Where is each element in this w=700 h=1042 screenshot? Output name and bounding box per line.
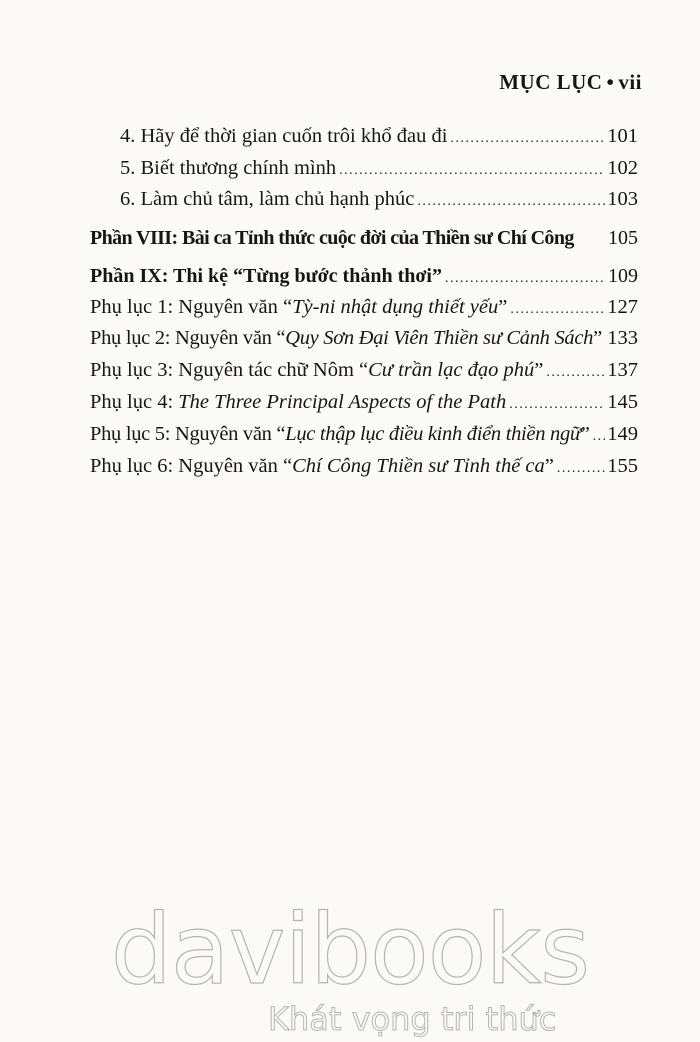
toc-entry-suffix: ” — [580, 423, 590, 445]
toc-leader-dots — [546, 360, 605, 386]
toc-appendix-entry — [90, 453, 638, 482]
toc-leader-dots — [339, 158, 605, 184]
toc-entry-suffix: ” — [498, 296, 508, 318]
toc-appendix-entry — [90, 421, 638, 450]
toc-entry-italic-title: Lục thập lục điều kinh điển thiền ngữ — [285, 423, 581, 445]
toc-appendix-entry — [90, 357, 638, 386]
toc-entry-page: 149 — [607, 423, 638, 445]
toc-entry — [120, 186, 638, 215]
toc-entry — [120, 155, 638, 184]
toc-leader-dots — [510, 297, 605, 323]
toc-entry-title: 4. Hãy để thời gian cuốn trôi khổ đau đi — [120, 125, 448, 147]
toc-entry-title: 6. Làm chủ tâm, làm chủ hạnh phúc — [120, 188, 415, 210]
toc-entry-title: Phần VIII: Bài ca Tỉnh thức cuộc đời của Thiền sư Chí Công — [90, 227, 574, 249]
toc-entry-title: Phần IX: Thi kệ “Từng bước thảnh thơi” — [90, 265, 442, 287]
toc-entry-title — [90, 357, 543, 383]
toc-entry-page: 155 — [607, 455, 638, 477]
toc-entry-italic-title: The Three Principal Aspects of the Path — [178, 391, 507, 413]
toc-entry-title — [90, 325, 602, 351]
toc-entry-title — [90, 389, 506, 415]
toc-leader-dots — [509, 392, 605, 418]
running-header — [499, 70, 642, 95]
toc-entry-title: 5. Biết thương chính mình — [120, 157, 337, 179]
toc-entry-page: 101 — [607, 125, 638, 147]
header-separator: • — [606, 70, 615, 94]
toc-leader-dots — [417, 189, 605, 215]
toc-entry-title — [90, 421, 590, 447]
toc-entry-page: 133 — [607, 327, 638, 349]
toc-entry-suffix: ” — [544, 455, 554, 477]
toc-entry-page: 127 — [607, 296, 638, 318]
toc-entry-page: 145 — [607, 391, 638, 413]
toc-entry — [120, 123, 638, 152]
toc-part-entry — [90, 263, 638, 292]
toc-entry-prefix: Phụ lục 4: — [90, 391, 179, 413]
toc-leader-dots — [593, 424, 606, 450]
header-page-number: vii — [618, 70, 642, 94]
toc-entry-page: 137 — [607, 359, 638, 381]
toc-entry-italic-title: Cư trần lạc đạo phú — [368, 359, 535, 381]
toc-part-entry — [90, 225, 638, 251]
toc-entry-prefix: Phụ lục 1: Nguyên văn “ — [90, 296, 293, 318]
toc-entry-page: 102 — [607, 157, 638, 179]
header-section-title: MỤC LỤC — [499, 70, 603, 94]
toc-entry-prefix: Phụ lục 2: Nguyên văn “ — [90, 327, 286, 349]
toc-leader-dots — [557, 456, 605, 482]
toc-entry-prefix: Phụ lục 3: Nguyên tác chữ Nôm “ — [90, 359, 369, 381]
toc-entry-prefix: Phụ lục 5: Nguyên văn “ — [90, 423, 286, 445]
watermark-brand: davibooks — [110, 894, 590, 1006]
toc-appendix-entry — [90, 294, 638, 323]
toc-entry-italic-title: Tỳ-ni nhật dụng thiết yếu — [292, 296, 499, 318]
toc-entry-italic-title: Chí Công Thiền sư Tỉnh thế ca — [292, 455, 545, 477]
toc-appendix-entry — [90, 389, 638, 418]
toc-entry-suffix: ” — [593, 327, 602, 349]
watermark-slogan: Khát vọng tri thức — [268, 1000, 557, 1038]
toc-entry-page: 109 — [608, 265, 638, 287]
toc-entry-suffix: ” — [534, 359, 544, 381]
toc-entry-title — [90, 453, 554, 479]
toc-entry-prefix: Phụ lục 6: Nguyên văn “ — [90, 455, 293, 477]
toc-leader-dots — [450, 126, 605, 152]
toc-entry-italic-title: Quy Sơn Đại Viên Thiền sư Cảnh Sách — [285, 327, 594, 349]
toc-entry-page: 103 — [607, 188, 638, 210]
toc-appendix-entry — [90, 325, 638, 351]
toc-entry-page: 105 — [608, 227, 638, 249]
toc-leader-dots — [445, 266, 606, 292]
toc-entry-title — [90, 294, 507, 320]
